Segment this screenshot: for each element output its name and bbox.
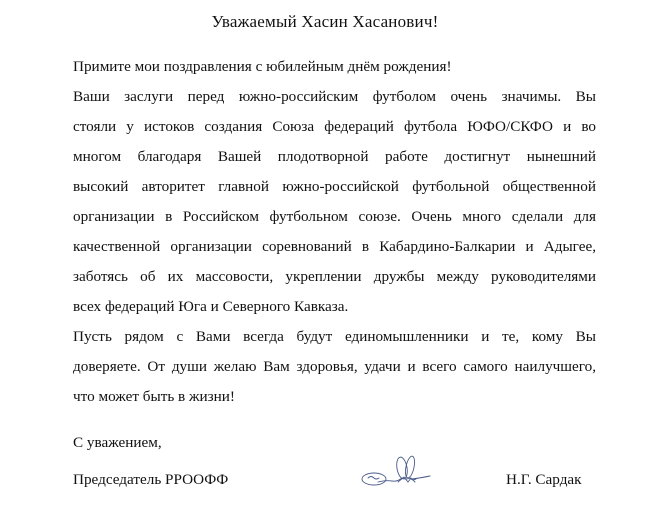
salutation: Уважаемый Хасин Хасанович! [211, 12, 439, 31]
paragraph-2-line-5: организации в Российском футбольном союзе. Очень много сделали для [73, 208, 596, 225]
letter-body [73, 52, 596, 412]
paragraph-2-line-7: заботясь об их массовости, укреплении дружбы между руководителями [73, 268, 596, 285]
paragraph-2-line-1: Ваши заслуги перед южно-российским футболом очень значимы. Вы [73, 88, 596, 105]
signer-position: Председатель РРООФФ [73, 471, 229, 488]
paragraph-2-line-8: всех федераций Юга и Северного Кавказа. [73, 298, 349, 315]
paragraph-3-line-3: что может быть в жизни! [73, 388, 235, 405]
paragraph-2-line-4: высокий авторитет главной южно-российской футбольной общественной [73, 178, 596, 195]
paragraph-2-line-3: многом благодаря Вашей плодотворной работе достигнут нынешний [73, 148, 596, 165]
paragraph-3-line-2: доверяете. От души желаю Вам здоровья, удачи и всего самого наилучшего, [73, 358, 596, 375]
paragraph-3-line-1: Пусть рядом с Вами всегда будут единомышленники и те, кому Вы [73, 328, 596, 345]
paragraph-2-line-6: качественной организации соревнований в Кабардино-Балкарии и Адыгее, [73, 238, 596, 255]
paragraph-2-line-2: стояли у истоков создания Союза федераций футбола ЮФО/СКФО и во [73, 118, 596, 135]
signature-icon [360, 452, 434, 492]
signer-name: Н.Г. Сардак [506, 471, 582, 488]
closing-phrase: С уважением, [73, 434, 162, 451]
paragraph-1-line-1: Примите мои поздравления с юбилейным днём рождения! [73, 58, 452, 75]
